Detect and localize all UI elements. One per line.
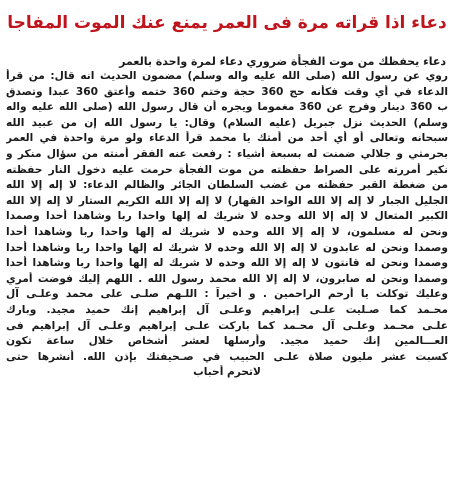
page-title: دعاء اذا قراته مرة فى العمر يمنع عنك الموت المفاجا — [7, 13, 447, 33]
text-line: وسلم) الحديث نزل جبريل (عليه السلام) وقال: يا رسول الله إن من عبيد الله — [6, 116, 448, 129]
text-line: سبحانه وتعالى أو أي أحد من أمتك يا محمد قرأ الدعاء ولو مرة واحدة في العمر — [6, 132, 448, 145]
text-line: وصمدا ونحن له قانتون لا إله إلا الله وحده لا شريك له إلها واحدا ربا وشاهدا أحدا — [6, 257, 448, 270]
text-line: من ضغطة القبر حفظته من غضب السلطان الجائر والظالم الدعاء: لا إله إلا الله — [6, 179, 448, 192]
text-line: العـــالمين إنك حميد مجيد. وأرسلها لعشر أشخاص خلال ساعة تكون — [6, 335, 448, 348]
text-line: بحرمتي و جلالي ضمنت له بسبعة أشياء : رفعت عنه الفقر أمنته من سؤال منكر و — [6, 147, 448, 160]
text-line: الكبير المتعال لا إله إلا الله وحده لا شريك له إلها واحدا ربا وشاهدا أحدا وصمدا — [6, 210, 448, 223]
text-line: وصمدا ونحن له صابرون، لا إله إلا الله محمد رسول الله . اللهم إليك فوضت أمري — [6, 272, 448, 285]
text-line: لاتحرم أحباب — [193, 366, 261, 379]
text-line: الدعاء في أي وقت فكأنه حج 360 حجة وختم 360 ختمه وأعتق 360 عبدا وتصدق — [6, 85, 448, 98]
text-line: وصمدا ونحن له عابدون لا إله إلا الله وحده لا شريك له إلها واحدا ربا وشاهدا أحدا — [6, 241, 448, 254]
text-line: علـى محـمد وعلـى آل محـمد كما باركت علـى إبراهيم وعلـى آل إبراهيم فى — [6, 319, 448, 332]
text-line: نكير أمررته على الصراط حفظته من موت الفجأة حرمت عليه دخول النار حفظته — [6, 163, 448, 176]
body-text — [6, 69, 448, 381]
text-line: ونحن له مسلمون، لا إله إلا الله وحده لا شريك له إلها واحدا ربا وشاهدا أحدا — [6, 225, 448, 238]
text-line: كسبت عشر مليون صلاة علـى الحبيب في صـحيفتك بإذن الله. أنشرها حتى — [6, 350, 448, 363]
text-line: ب 360 دينار وفرج عن 360 مغموما ويجره أن قال رسول الله (صلى الله عليه واله — [6, 101, 448, 114]
text-line: محـمد كما صـليت علـى إبراهيم وعلـى آل إبراهيم إنك حميد مجيد. وبارك — [6, 303, 448, 316]
page-subtitle: دعاء يحفظك من موت الفجأة ضروري دعاء لمرة واحدة بالعمر — [119, 55, 446, 68]
text-line: روي عن رسول الله (صلى الله عليه واله وسلم) مضمون الحديث انه قال: من قرأ — [6, 70, 448, 82]
text-line: وعليك توكلت يا أرحم الراحمين . و أخيراً : اللـهم صلـى على محمد وعلـى آل — [6, 288, 448, 301]
text-line: الجليل الجبار لا إله إلا الله الواحد القهار) لا إله إلا الله الكريم الستار لا إله إلا الله — [6, 194, 448, 207]
